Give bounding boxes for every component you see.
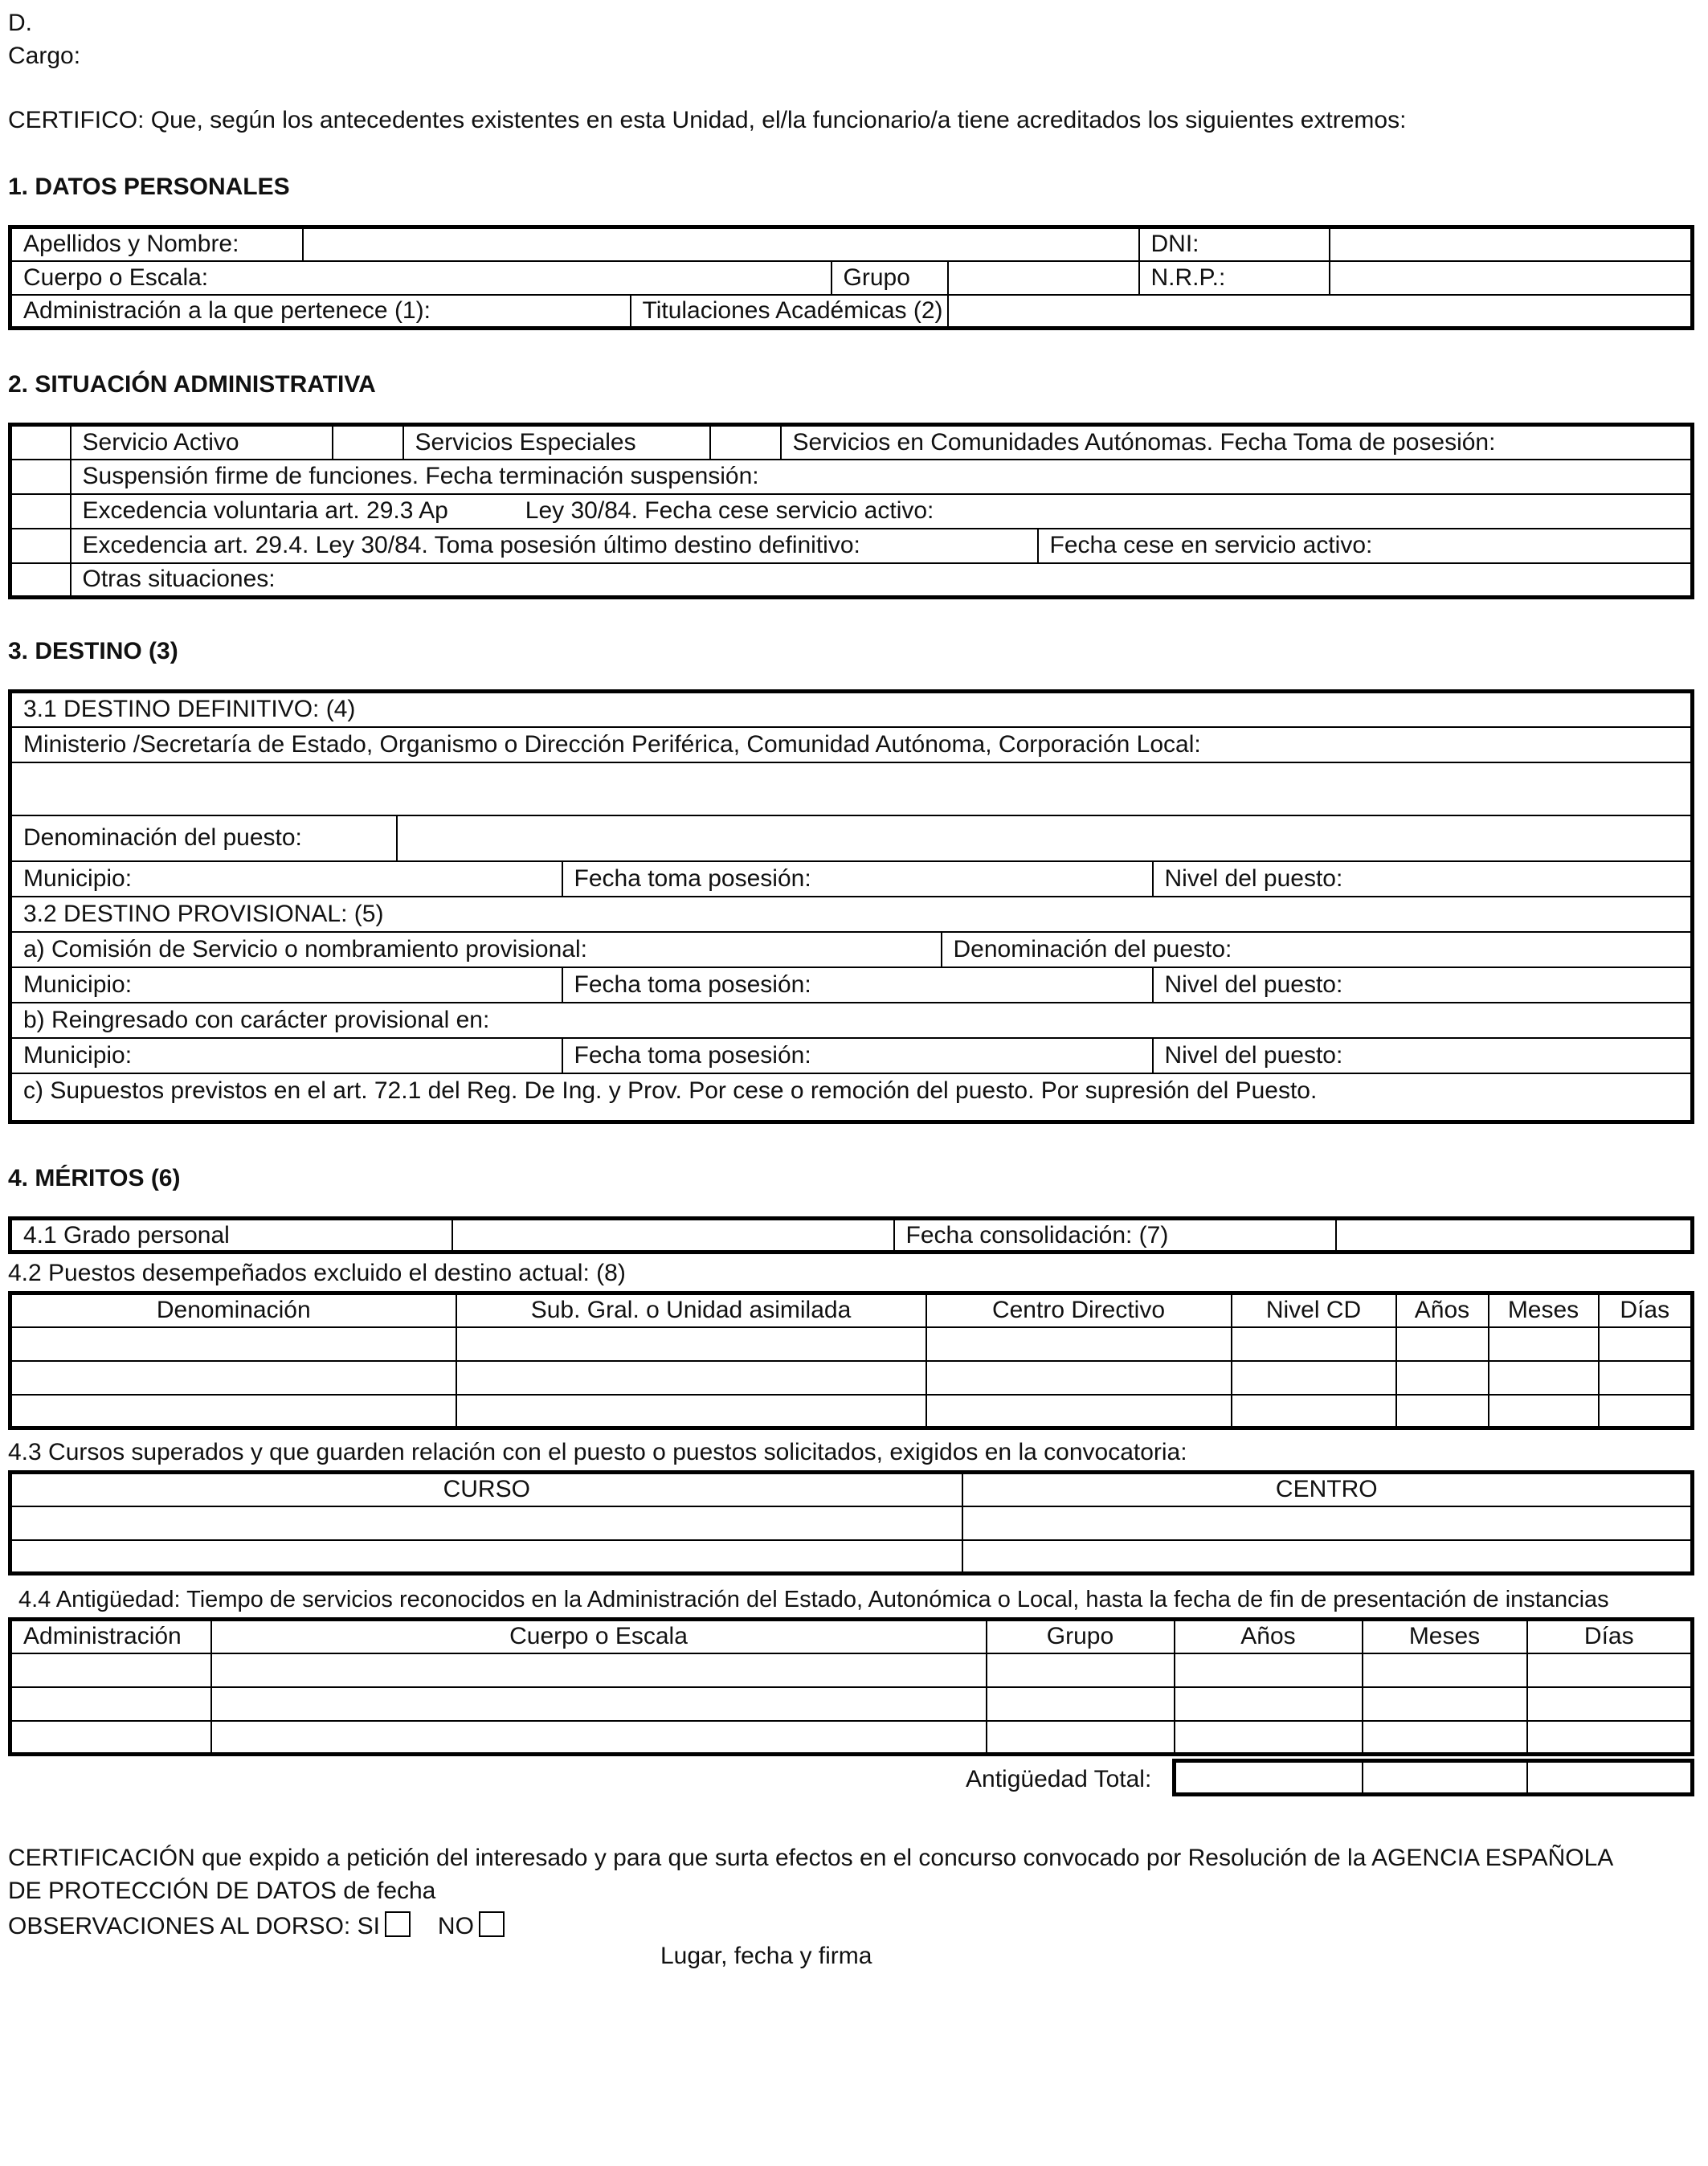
- puestos-header-centro: Centro Directivo: [926, 1293, 1232, 1327]
- cuerpo-field[interactable]: [303, 261, 832, 295]
- table-cell[interactable]: [211, 1653, 987, 1687]
- excedencia-293-text-a: Excedencia voluntaria art. 29.3 Ap: [82, 497, 448, 524]
- servicios-especiales-box[interactable]: [333, 425, 403, 460]
- destino-definitivo-label: 3.1 DESTINO DEFINITIVO: (4): [10, 692, 1693, 727]
- antiguedad-header-meses: Meses: [1363, 1620, 1527, 1653]
- excedencia-294-label: Excedencia art. 29.4. Ley 30/84. Toma posesión último destino definitivo:: [71, 529, 1038, 563]
- cargo-label: Cargo:: [8, 43, 81, 69]
- si-checkbox[interactable]: [385, 1911, 411, 1937]
- antiguedad-header-anos: Años: [1175, 1620, 1363, 1653]
- antiguedad-total-anos[interactable]: [1175, 1761, 1363, 1795]
- nrp-field[interactable]: [1330, 261, 1693, 295]
- puestos-title: 4.2 Puestos desempeñados excluido el destino actual: (8): [8, 1260, 626, 1286]
- table-cell[interactable]: [10, 1506, 962, 1540]
- observaciones-row: [8, 1911, 505, 1939]
- table-cell[interactable]: [1527, 1721, 1693, 1755]
- cursos-row: [10, 1506, 1693, 1540]
- grupo-field[interactable]: [948, 261, 1139, 295]
- section-1-title: 1. DATOS PERSONALES: [8, 174, 290, 200]
- table-cell[interactable]: [962, 1540, 1693, 1574]
- servicio-activo-label: Servicio Activo: [71, 425, 333, 460]
- table-cell[interactable]: [1489, 1361, 1599, 1395]
- puestos-header-denominacion: Denominación: [10, 1293, 456, 1327]
- table-cell[interactable]: [1232, 1361, 1396, 1395]
- table-cell[interactable]: [10, 1361, 456, 1395]
- table-cell[interactable]: [926, 1395, 1232, 1428]
- excedencia-294-box[interactable]: [10, 529, 71, 563]
- observaciones-label: OBSERVACIONES AL DORSO: SI: [8, 1913, 380, 1939]
- table-cell[interactable]: [10, 1653, 211, 1687]
- servicios-ccaa-box[interactable]: [710, 425, 781, 460]
- antiguedad-row: [10, 1653, 1693, 1687]
- nrp-label: N.R.P.:: [1139, 261, 1330, 295]
- fecha-toma-label-3: Fecha toma posesión:: [562, 1038, 1153, 1073]
- section-4-title: 4. MÉRITOS (6): [8, 1165, 181, 1191]
- otras-label: Otras situaciones:: [71, 563, 1693, 598]
- fecha-cese-label: Fecha cese en servicio activo:: [1038, 529, 1693, 563]
- table-cell[interactable]: [456, 1361, 926, 1395]
- puestos-header-anos: Años: [1396, 1293, 1489, 1327]
- grado-table: [8, 1216, 1694, 1254]
- puestos-header-nivel: Nivel CD: [1232, 1293, 1396, 1327]
- table-cell[interactable]: [211, 1721, 987, 1755]
- cursos-row: [10, 1540, 1693, 1574]
- cursos-header-centro: CENTRO: [962, 1473, 1693, 1506]
- table-cell[interactable]: [1175, 1687, 1363, 1721]
- table-cell[interactable]: [962, 1506, 1693, 1540]
- excedencia-293-text-b: Ley 30/84. Fecha cese servicio activo:: [525, 497, 934, 524]
- ministerio-label: Ministerio /Secretaría de Estado, Organismo o Dirección Periférica, Comunidad Autónoma, Corporación Local:: [10, 727, 1693, 762]
- table-cell[interactable]: [1232, 1395, 1396, 1428]
- table-cell[interactable]: [1232, 1327, 1396, 1361]
- antiguedad-total-meses[interactable]: [1363, 1761, 1527, 1795]
- antiguedad-title: 4.4 Antigüedad: Tiempo de servicios reconocidos en la Administración del Estado, Autonómica o Local, hasta la fecha de fin de presentación de instancias: [18, 1587, 1609, 1612]
- denominacion-label: Denominación del puesto:: [10, 815, 397, 861]
- servicios-ccaa-label: Servicios en Comunidades Autónomas. Fecha Toma de posesión:: [781, 425, 1693, 460]
- antiguedad-header-administracion: Administración: [10, 1620, 211, 1653]
- table-cell[interactable]: [1396, 1327, 1489, 1361]
- administracion-label: Administración a la que pertenece (1):: [10, 295, 631, 329]
- suspension-box[interactable]: [10, 460, 71, 494]
- table-cell[interactable]: [456, 1327, 926, 1361]
- table-cell[interactable]: [10, 1721, 211, 1755]
- supuestos-label: c) Supuestos previstos en el art. 72.1 del Reg. De Ing. y Prov. Por cese o remoción del puesto. Por supresión del Puesto.: [10, 1073, 1693, 1122]
- destino-table: [8, 689, 1694, 1124]
- antiguedad-header-cuerpo: Cuerpo o Escala: [211, 1620, 987, 1653]
- puestos-row: [10, 1361, 1693, 1395]
- certifico-text: CERTIFICO: Que, según los antecedentes existentes en esta Unidad, el/la funcionario/a tiene acreditados los siguientes extremos:: [8, 107, 1407, 133]
- antiguedad-header-grupo: Grupo: [987, 1620, 1175, 1653]
- table-cell[interactable]: [10, 1540, 962, 1574]
- antiguedad-row: [10, 1687, 1693, 1721]
- comision-label: a) Comisión de Servicio o nombramiento provisional:: [10, 932, 942, 967]
- cuerpo-label: Cuerpo o Escala:: [10, 261, 303, 295]
- table-cell[interactable]: [1527, 1687, 1693, 1721]
- nivel-label-1: Nivel del puesto:: [1153, 861, 1693, 897]
- excedencia-293-label: [71, 494, 1693, 529]
- puestos-table: [8, 1291, 1694, 1430]
- table-cell[interactable]: [10, 1327, 456, 1361]
- fecha-consolidacion-label: Fecha consolidación: (7): [894, 1219, 1336, 1253]
- nivel-label-2: Nivel del puesto:: [1153, 967, 1693, 1003]
- puestos-row: [10, 1327, 1693, 1361]
- reingresado-label: b) Reingresado con carácter provisional en:: [10, 1003, 1693, 1038]
- certificacion-line1: CERTIFICACIÓN que expido a petición del interesado y para que surta efectos en el concurso convocado por Resolución de la AGENCIA ESPAÑOLA: [8, 1845, 1614, 1871]
- nivel-label-3: Nivel del puesto:: [1153, 1038, 1693, 1073]
- datos-personales-table: [8, 225, 1694, 330]
- antiguedad-table: [8, 1617, 1694, 1756]
- puestos-row: [10, 1395, 1693, 1428]
- table-cell[interactable]: [1363, 1653, 1527, 1687]
- table-cell[interactable]: [1396, 1361, 1489, 1395]
- servicios-especiales-label: Servicios Especiales: [403, 425, 710, 460]
- dni-field[interactable]: [1330, 227, 1693, 261]
- apellidos-field[interactable]: [303, 227, 1139, 261]
- otras-box[interactable]: [10, 563, 71, 598]
- municipio-label-1: Municipio:: [10, 861, 562, 897]
- cursos-title: 4.3 Cursos superados y que guarden relación con el puesto o puestos solicitados, exigidos en la convocatoria:: [8, 1439, 1187, 1465]
- table-cell[interactable]: [1599, 1395, 1693, 1428]
- destino-provisional-label: 3.2 DESTINO PROVISIONAL: (5): [10, 897, 1693, 932]
- municipio-label-2: Municipio:: [10, 967, 562, 1003]
- antiguedad-total-table: [1172, 1759, 1694, 1796]
- puestos-header-dias: Días: [1599, 1293, 1693, 1327]
- table-cell[interactable]: [1489, 1327, 1599, 1361]
- denominacion-label-2: Denominación del puesto:: [942, 932, 1693, 967]
- fecha-toma-label-1: Fecha toma posesión:: [562, 861, 1153, 897]
- servicio-activo-box[interactable]: [10, 425, 71, 460]
- table-cell[interactable]: [926, 1361, 1232, 1395]
- antiguedad-header-dias: Días: [1527, 1620, 1693, 1653]
- antiguedad-total-label: Antigüedad Total:: [966, 1766, 1152, 1792]
- table-cell[interactable]: [456, 1395, 926, 1428]
- antiguedad-row: [10, 1721, 1693, 1755]
- table-cell[interactable]: [10, 1687, 211, 1721]
- puestos-header-subgral: Sub. Gral. o Unidad asimilada: [456, 1293, 926, 1327]
- denominacion-field[interactable]: [397, 815, 1693, 861]
- table-cell[interactable]: [1527, 1653, 1693, 1687]
- cursos-header-curso: CURSO: [10, 1473, 962, 1506]
- table-cell[interactable]: [926, 1327, 1232, 1361]
- titulaciones-field[interactable]: [948, 295, 1693, 329]
- cursos-table: [8, 1470, 1694, 1575]
- table-cell[interactable]: [1489, 1395, 1599, 1428]
- grupo-label: Grupo: [832, 261, 948, 295]
- fecha-consolidacion-field[interactable]: [1336, 1219, 1693, 1253]
- section-2-title: 2. SITUACIÓN ADMINISTRATIVA: [8, 371, 376, 398]
- table-cell[interactable]: [10, 1395, 456, 1428]
- situacion-table: [8, 423, 1694, 599]
- table-cell[interactable]: [1599, 1361, 1693, 1395]
- puestos-header-meses: Meses: [1489, 1293, 1599, 1327]
- table-cell[interactable]: [211, 1687, 987, 1721]
- no-label: NO: [437, 1913, 474, 1939]
- section-3-title: 3. DESTINO (3): [8, 638, 178, 664]
- table-cell[interactable]: [1363, 1687, 1527, 1721]
- d-label: D.: [8, 10, 32, 36]
- table-cell[interactable]: [987, 1721, 1175, 1755]
- ministerio-field[interactable]: [10, 762, 1693, 815]
- table-cell[interactable]: [1599, 1327, 1693, 1361]
- table-cell[interactable]: [1175, 1653, 1363, 1687]
- dni-label: DNI:: [1139, 227, 1330, 261]
- table-cell[interactable]: [987, 1653, 1175, 1687]
- municipio-label-3: Municipio:: [10, 1038, 562, 1073]
- lugar-fecha-firma: Lugar, fecha y firma: [660, 1943, 872, 1969]
- fecha-toma-label-2: Fecha toma posesión:: [562, 967, 1153, 1003]
- titulaciones-label: Titulaciones Académicas (2): [631, 295, 948, 329]
- apellidos-label: Apellidos y Nombre:: [10, 227, 303, 261]
- no-checkbox[interactable]: [479, 1911, 505, 1937]
- grado-label: 4.1 Grado personal: [10, 1219, 452, 1253]
- grado-field[interactable]: [452, 1219, 894, 1253]
- excedencia-293-box[interactable]: [10, 494, 71, 529]
- table-cell[interactable]: [987, 1687, 1175, 1721]
- table-cell[interactable]: [1363, 1721, 1527, 1755]
- table-cell[interactable]: [1396, 1395, 1489, 1428]
- antiguedad-total-dias[interactable]: [1527, 1761, 1693, 1795]
- certificacion-line2: DE PROTECCIÓN DE DATOS de fecha: [8, 1878, 436, 1904]
- table-cell[interactable]: [1175, 1721, 1363, 1755]
- suspension-label: Suspensión firme de funciones. Fecha terminación suspensión:: [71, 460, 1693, 494]
